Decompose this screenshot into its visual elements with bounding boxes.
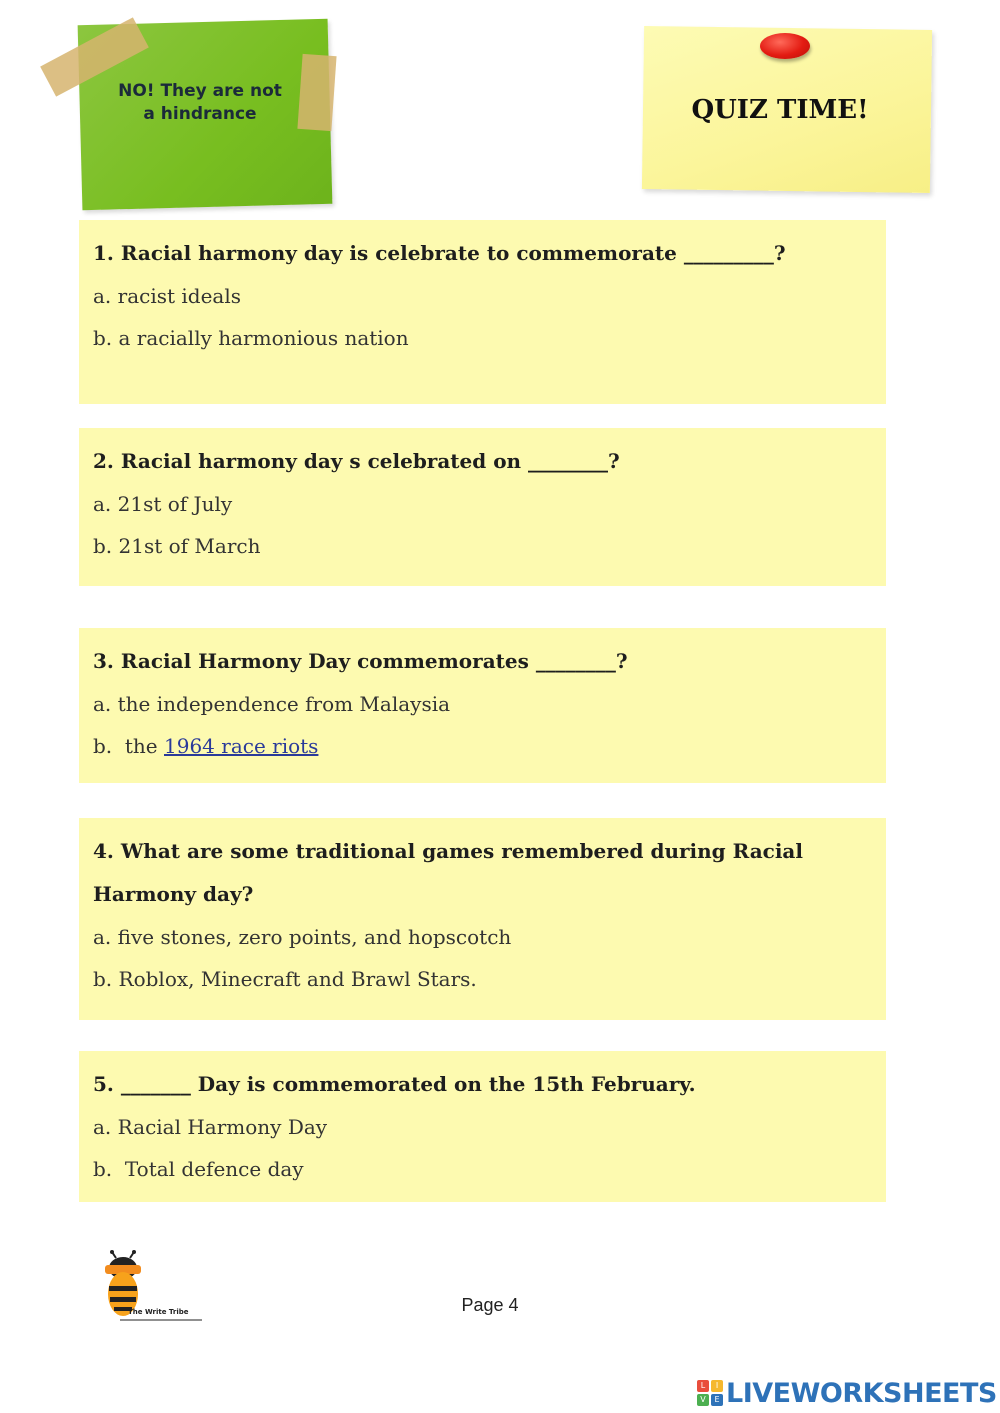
question-card-1 xyxy=(79,220,886,404)
question-1-option-b[interactable]: b. a racially harmonious nation xyxy=(93,326,409,350)
tape-strip-right xyxy=(297,54,336,131)
question-card-5 xyxy=(79,1051,886,1202)
question-3-option-b-prefix: b. the xyxy=(93,734,164,758)
liveworksheets-icon xyxy=(697,1380,723,1406)
question-3-option-b[interactable] xyxy=(93,725,872,767)
question-5-title: 5. _______ Day is commemorated on the 15th February. xyxy=(93,1072,696,1096)
brand-icon-i: I xyxy=(711,1380,723,1392)
question-5-option-a[interactable]: a. Racial Harmony Day xyxy=(93,1115,328,1139)
liveworksheets-wordmark: LIVEWORKSHEETS xyxy=(726,1377,997,1409)
green-note-text: NO! They are not a hindrance xyxy=(118,81,282,124)
question-3-title: 3. Racial Harmony Day commemorates ________? xyxy=(93,649,628,673)
liveworksheets-brand[interactable] xyxy=(697,1375,997,1411)
write-tribe-logo xyxy=(100,1250,210,1330)
quiz-title: QUIZ TIME! xyxy=(691,95,869,125)
question-3-option-a[interactable]: a. the independence from Malaysia xyxy=(93,692,451,716)
question-1-option-a[interactable]: a. racist ideals xyxy=(93,284,241,308)
question-4-option-a[interactable]: a. five stones, zero points, and hopscotch xyxy=(93,925,512,949)
question-card-3 xyxy=(79,628,886,783)
brand-icon-l: L xyxy=(697,1380,709,1392)
brand-icon-e: E xyxy=(711,1394,723,1406)
pushpin-icon xyxy=(760,33,810,59)
question-4-title-line2: Harmony day? xyxy=(93,882,254,906)
question-4-title-line1: 4. What are some traditional games remembered during Racial xyxy=(93,839,803,863)
page-number: Page 4 xyxy=(461,1295,519,1315)
brand-icon-v: V xyxy=(697,1394,709,1406)
race-riots-link[interactable]: 1964 race riots xyxy=(164,734,319,758)
question-card-4 xyxy=(79,818,886,1020)
logo-caption: The Write Tribe xyxy=(128,1308,189,1316)
question-2-title: 2. Racial harmony day s celebrated on ________? xyxy=(93,449,620,473)
question-2-option-b[interactable]: b. 21st of March xyxy=(93,534,261,558)
question-5-option-b[interactable]: b. Total defence day xyxy=(93,1157,304,1181)
question-card-2 xyxy=(79,428,886,586)
bee-icon xyxy=(100,1250,210,1330)
question-2-option-a[interactable]: a. 21st of July xyxy=(93,492,233,516)
question-1-title: 1. Racial harmony day is celebrate to commemorate _________? xyxy=(93,241,786,265)
question-4-option-b[interactable]: b. Roblox, Minecraft and Brawl Stars. xyxy=(93,967,477,991)
